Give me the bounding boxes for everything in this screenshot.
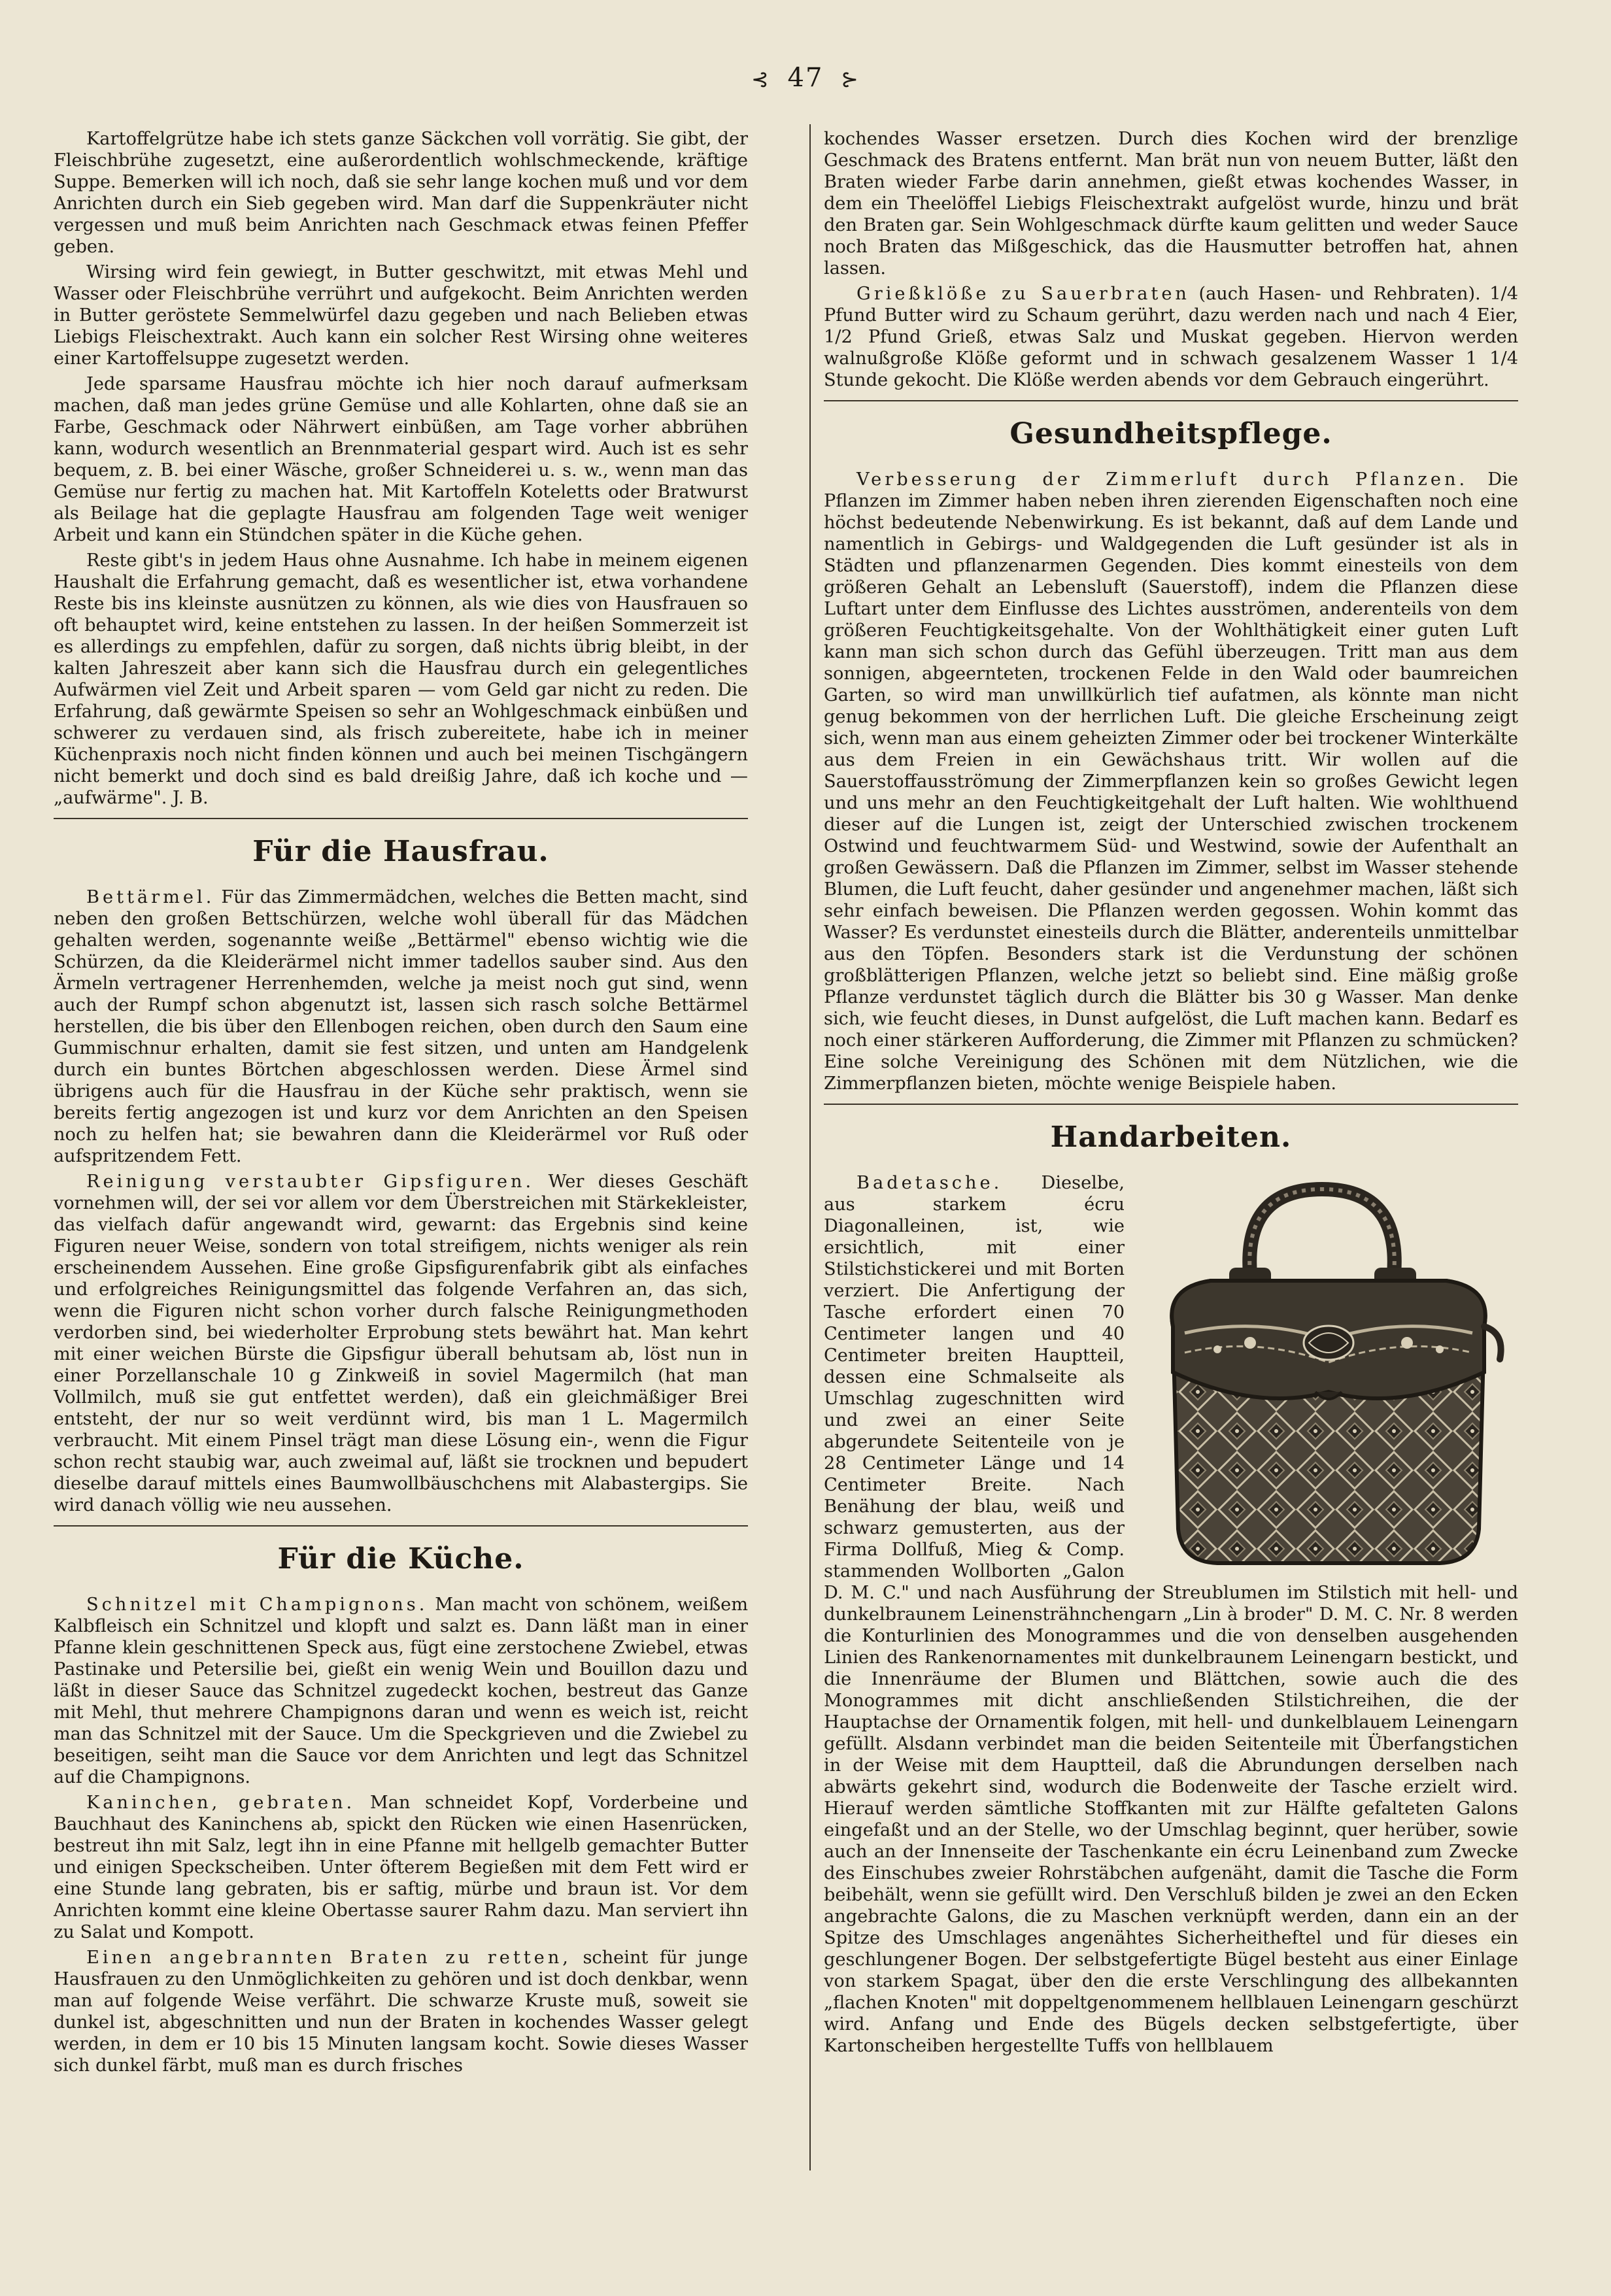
- paragraph-reste: Reste gibt's in jedem Haus ohne Ausnahme. Ich habe in meinem eigenen Haushalt die Erfahrung gemacht, daß es wesentlicher ist, etwa vorhandene Reste bis ins kleinste ausnützen zu können, als wie dies von Hausfrauen so oft behauptet wird, keine entstehen zu lassen. In der heißen Sommerzeit ist es allerdings zu empfehlen, dafür zu sorgen, daß nichts übrig bleibt, in der kalten Jahreszeit aber kann sich die Hausfrau durch ein gelegentliches Aufwärmen viel Zeit und Arbeit sparen — vom Geld gar nicht zu reden. Die Erfahrung, daß gewärmte Speisen so sehr an Wohlgeschmack einbüßen und schwerer zu verdauen sind, als frisch zubereitete, habe ich in meiner Küchenpraxis noch nicht finden können und auch bei meinen Tischgängern nicht bemerkt und doch sind es bald dreißig Jahre, daß ich koche und — „aufwärme". J. B.: [54, 550, 748, 808]
- article-title: Einen angebrannten Braten zu retten,: [86, 1948, 571, 1968]
- ornament-right: ⊱: [841, 67, 860, 92]
- section-rule: [54, 1525, 748, 1527]
- article-title: Badetasche.: [856, 1173, 1003, 1193]
- article-schnitzel: [54, 1594, 748, 1788]
- article-bettaermel: [54, 886, 748, 1167]
- article-body: (auch Hasen- und Rehbraten). 1/4 Pfund Butter wird zu Schaum gerührt, dazu werden nach und nach 4 Eier, 1/2 Pfund Grieß, etwas Salz und Muskat gegeben. Hiervon werden walnußgroße Klöße geformt und in schwach gesalzenem Wasser 1 1/4 Stunde gekocht. Die Klöße werden abends vor dem Gebrauch eingerührt.: [824, 284, 1518, 390]
- article-kaninchen: [54, 1792, 748, 1943]
- heading-fuer-die-kueche: Für die Küche.: [277, 1542, 524, 1576]
- page-number: 47: [787, 63, 824, 93]
- article-body: Man schneidet Kopf, Vorderbeine und Bauchhaut des Kaninchens ab, spickt den Rücken wie einen Hasenrücken, bestreut ihn mit Salz, legt ihn in eine Pfanne mit hellgelb gemachter Butter und einigen Speckscheiben. Unter öfterem Begießen mit dem Fett wird er eine Stunde lang gebraten, bis er saftig, mürbe und braun ist. Vor dem Anrichten kommt eine kleine Obertasse saurer Rahm dazu. Man serviert ihn zu Salat und Kompott.: [54, 1793, 748, 1942]
- article-title: Grießklöße zu Sauerbraten: [856, 284, 1190, 304]
- paragraph-kartoffelgruetze: Kartoffelgrütze habe ich stets ganze Säckchen voll vorrätig. Sie gibt, der Fleischbrühe zugesetzt, eine außerordentlich wohlschmeckende, kräftige Suppe. Bemerken will ich noch, daß sie sehr lange kochen muß und vor dem Anrichten durch ein Sieb gegeben wird. Man darf die Suppenkräuter nicht vergessen und muß beim Anrichten nach Geschmack etwas feinen Pfeffer geben.: [54, 129, 748, 257]
- article-body: Wer dieses Geschäft vornehmen will, der sei vor allem vor dem Überstreichen mit Stärkekleister, das vielfach dafür angewandt wird, gewarnt: das Ergebnis sind keine Figuren neuer Weise, sondern von total streifigem, nichts weniger als rein erscheinendem Aussehen. Eine große Gipsfigurenfabrik gibt als einfaches und erfolgreiches Reinigungsmittel das folgende Verfahren an, das sich, wenn die Figuren nicht schon vorher durch falsche Reinigungmethoden verdorben sind, bei wiederholter Erprobung stets bewährt hat. Man kehrt mit einer weichen Bürste die Gipsfigur überall behutsam ab, löst nun in einer Porzellanschale 10 g Zinkweiß in soviel Magermilch (hat man Vollmilch, muß sie gut entfettet werden), daß ein gleichmäßiger Brei entsteht, der nur so weit verdünnt wird, bis man 1 L. Magermilch verbraucht. Mit einem Pinsel trägt man diese Lösung ein-, wenn die Figur schon recht staubig war, auch zweimal auf, läßt sie trocknen und bepudert dieselbe darauf mittels eines Baumwollbäuschchens mit Alabastergips. Sie wird danach völlig wie neu aussehen.: [54, 1172, 748, 1515]
- article-body: scheint für junge Hausfrauen zu den Unmöglichkeiten zu gehören und ist doch denkbar, wenn man auf folgende Weise verfährt. Die schwarze Kruste muß, soweit sie dunkel ist, abgeschnitten und nun der Braten in kochendes Wasser gelegt werden, in dem er 10 bis 15 Minuten langsam kocht. Sowie dieses Wasser sich dunkel färbt, muß man es durch frisches: [54, 1948, 748, 2076]
- article-body: Dieselbe, aus starkem écru Diagonalleinen, ist, wie ersichtlich, mit einer Stilstichstickerei und mit Borten verziert. Die Anfertigung der Tasche erfordert einen 70 Centimeter langen und 40 Centimeter breiten Hauptteil, dessen eine Schmalseite als Umschlag zugeschnitten wird und zwei an einer Seite abgerundete Seitenteile von je 28 Centimeter Länge und 14 Centimeter Breite. Nach Benähung der blau, weiß und schwarz gemusterten, aus der Firma Dollfuß, Mieg & Comp. stammenden Wollborten „Galon D. M. C." und nach Ausführung der Streublumen im Stilstich mit hell- und dunkelbraunem Leinensträhnchengarn „Lin à broder" D. M. C. Nr. 8 werden die Konturlinien des Monogrammes und die von denselben ausgehenden Linien des Rankenornamentes mit dunkelbraunem Leinengarn bestickt, und die Innenräume der Blumen und Blättchen, sowie auch die des Monogrammes mit dicht anschließenden Stilstichreihen, die der Hauptachse der Ornamentik folgen, mit hell- und dunkelblauem Leinengarn gefüllt. Alsdann verbindet man die beiden Seitenteile mit Überfangstichen in der Weise mit dem Hauptteil, daß die Abrundungen derselben nach abwärts gekehrt sind, wodurch die Bodenweite der Tasche erzielt wird. Hierauf werden sämtliche Stoffkanten mit zur Hälfte gefalteten Galons eingefaßt und an der Stelle, wo der Umschlag beginnt, quer herüber, sowie auch an der Innenseite der Taschenkante ein écru Leinenband zum Zwecke des Einschubes zweier Rohrstäbchen aufgenäht, damit die Tasche die Form beibehält, wenn sie gefüllt wird. Den Verschluß bilden je zwei an den Ecken angebrachte Galons, die zu Maschen verknüpft werden, dann ein an der Spitze des Umschlages angenähtes Sicherheitheftel und für dieses ein geschlungener Bogen. Der selbstgefertigte Bügel besteht aus einer Einlage von starkem Spagat, über den die erste Verschlingung des allbekannten „flachen Knoten" mit doppeltgenommenem hellblauen Leinengarn geschürzt wird. Anfang und Ende des Bügels decken selbstgefertigte, über Kartonscheiben hergestellte Tuffs von hellblauem: [824, 1173, 1518, 2056]
- article-zimmerluft: [824, 469, 1518, 1094]
- article-title: Reinigung verstaubter Gipsfiguren.: [86, 1172, 535, 1192]
- section-rule: [824, 400, 1518, 401]
- paragraph-braten-continued: kochendes Wasser ersetzen. Durch dies Kochen wird der brenzlige Geschmack des Bratens entfernt. Man brät nun von neuem Butter, läßt den Braten wieder Farbe darin annehmen, gießt etwas kochendes Wasser, in dem ein Theelöffel Liebigs Fleischextrakt aufgelöst wurde, hinzu und brät den Braten gar. Sein Wohlgeschmack dürfte kaum gelitten und weder Sauce noch Braten das Mißgeschick, das die Hausmutter betroffen hat, ahnen lassen.: [824, 129, 1518, 279]
- article-title: Verbesserung der Zimmerluft durch Pflanzen.: [856, 469, 1468, 490]
- article-title: Schnitzel mit Champignons.: [86, 1595, 428, 1615]
- right-column: [824, 128, 1518, 2057]
- article-title: Kaninchen, gebraten.: [86, 1793, 356, 1813]
- article-body: Für das Zimmermädchen, welches die Betten macht, sind neben den großen Bettschürzen, welche wohl überall für das Mädchen gehalten werden, sogenannte weiße „Bettärmel" ebenso wichtig wie die Schürzen, da die Kleiderärmel nicht immer tadellos sauber sind. Aus den Ärmeln vertragener Herrenhemden, welche ja meist noch gut sind, wenn auch der Rumpf schon abgenutzt ist, lassen sich rasch solche Bettärmel herstellen, die bis über den Ellenbogen reichen, oben durch den Saum eine Gummischnur erhalten, damit sie fest sitzen, und unten am Handgelenk durch ein buntes Börtchen abgeschlossen werden. Diese Ärmel sind übrigens auch für die Hausfrau in der Küche sehr praktisch, wenn sie bereits fertig angezogen ist und kurz vor dem Anrichten an den Speisen noch zu helfen hat; sie bewahren dann die Kleiderärmel vor Ruß oder aufspritzendem Fett.: [54, 887, 748, 1166]
- heading-fuer-die-hausfrau: Für die Hausfrau.: [252, 835, 549, 868]
- paragraph-wirsing: Wirsing wird fein gewiegt, in Butter geschwitzt, mit etwas Mehl und Wasser oder Fleischbrühe verrührt und aufgekocht. Beim Anrichten werden in Butter geröstete Semmelwürfel dazu gegeben und nach Belieben etwas Liebigs Fleischextrakt. Auch kann ein solcher Rest Wirsing ohne weiteres einer Kartoffelsuppe zugesetzt werden.: [54, 262, 748, 369]
- column-divider: [809, 124, 811, 2170]
- section-rule: [54, 818, 748, 819]
- article-griessklosse: [824, 283, 1518, 391]
- page-header: [0, 63, 1611, 93]
- ornament-left: ⊰: [751, 67, 770, 92]
- heading-gesundheitspflege: Gesundheitspflege.: [1009, 417, 1332, 450]
- left-column: [54, 128, 748, 2076]
- article-body: Die Pflanzen im Zimmer haben neben ihren zierenden Eigenschaften noch eine höchst bedeutende Nebenwirkung. Es ist bekannt, daß auf dem Lande und namentlich in Gebirgs- und Waldgegenden die Luft gesünder ist als in Städten und pflanzenarmen Gegenden. Dies kommt einesteils von dem größeren Gehalt an Lebensluft (Sauerstoff), indem die Pflanzen diese Luftart unter dem Einflusse des Lichtes ausströmen, anderenteils von dem größeren Feuchtigkeitsgehalte. Von der Wohlthätigkeit einer guten Luft kann man sich schon durch das Gefühl überzeugen. Tritt man aus dem sonnigen, abgeernteten, trockenen Felde in den Wald oder baumreichen Garten, so wird man unwillkürlich tief aufatmen, als könnte man nicht genug bekommen von der herrlichen Luft. Die gleiche Erscheinung zeigt sich, wenn man aus einem geheizten Zimmer oder bei trockener Winterkälte aus dem Freien in ein Gewächshaus tritt. Wir wollen auf die Sauerstoffausströmung der Zimmerpflanzen kein so großes Gewicht legen und uns mehr an den Feuchtigkeitgehalt der Luft halten. Wie wohlthuend dieser auf die Lungen ist, zeigt der Unterschied zwischen trockenem Ostwind und feuchtwarmem Süd- und Westwind, sowie der Aufenthalt an großen Gewässern. Daß die Pflanzen im Zimmer, selbst im Wasser stehende Blumen, die Luft feucht, daher gesünder und angenehmer machen, läßt sich sehr einfach beweisen. Die Pflanzen werden gegossen. Wohin kommt das Wasser? Es verdunstet einesteils durch die Blätter, anderenteils unmittelbar aus den Töpfen. Besonders stark ist die Verdunstung der schönen großblätterigen Pflanzen, welche jetzt so beliebt sind. Eine mäßig große Pflanze verdunstet täglich durch die Blätter bis 30 g Wasser. Man denke sich, wie feucht dieses, in Dunst aufgelöst, die Luft machen kann. Bedarf es noch einer stärkeren Aufforderung, die Zimmer mit Pflanzen zu schmücken? Eine solche Vereinigung des Schönen mit dem Nützlichen, wie die Zimmerpflanzen bieten, möchte wenige Beispiele haben.: [824, 469, 1518, 1094]
- bathing-bag-illustration: [1139, 1176, 1518, 1575]
- article-braten: [54, 1947, 748, 2076]
- paragraph-gemuese: Jede sparsame Hausfrau möchte ich hier noch darauf aufmerksam machen, daß man jedes grüne Gemüse und alle Kohlarten, ohne daß sie an Farbe, Geschmack oder Nährwert einbüßen, am Tage vorher abbrühen kann, wodurch wesentlich an Brennmaterial gespart wird. Auch ist es sehr bequem, z. B. bei einer Wäsche, großer Schneiderei u. s. w., wenn man das Gemüse nur fertig zu machen hat. Mit Kartoffeln Koteletts oder Bratwurst als Beilage hat die geplagte Hausfrau am folgenden Tage weit weniger Arbeit und kann ein Stündchen später in die Küche gehen.: [54, 374, 748, 545]
- article-gipsfiguren: [54, 1171, 748, 1516]
- section-rule: [824, 1104, 1518, 1105]
- article-body: Man macht von schönem, weißem Kalbfleisch ein Schnitzel und klopft und salzt es. Dann läßt man in einer Pfanne klein geschnittenen Speck aus, fügt eine zerstochene Zwiebel, etwas Pastinake und Petersilie bei, gießt ein wenig Wein und Bouillon dazu und läßt in dieser Sauce das Schnitzel zugedeckt kochen, bestreut das Ganze mit Mehl, thut mehrere Champignons daran und wenn es weich ist, reicht man das Schnitzel mit der Sauce. Um die Speckgrieven und die Zwiebel zu beseitigen, seiht man die Sauce vor dem Anrichten und legt das Schnitzel auf die Champignons.: [54, 1595, 748, 1787]
- heading-handarbeiten: Handarbeiten.: [1050, 1121, 1292, 1154]
- article-title: Bettärmel.: [86, 887, 215, 907]
